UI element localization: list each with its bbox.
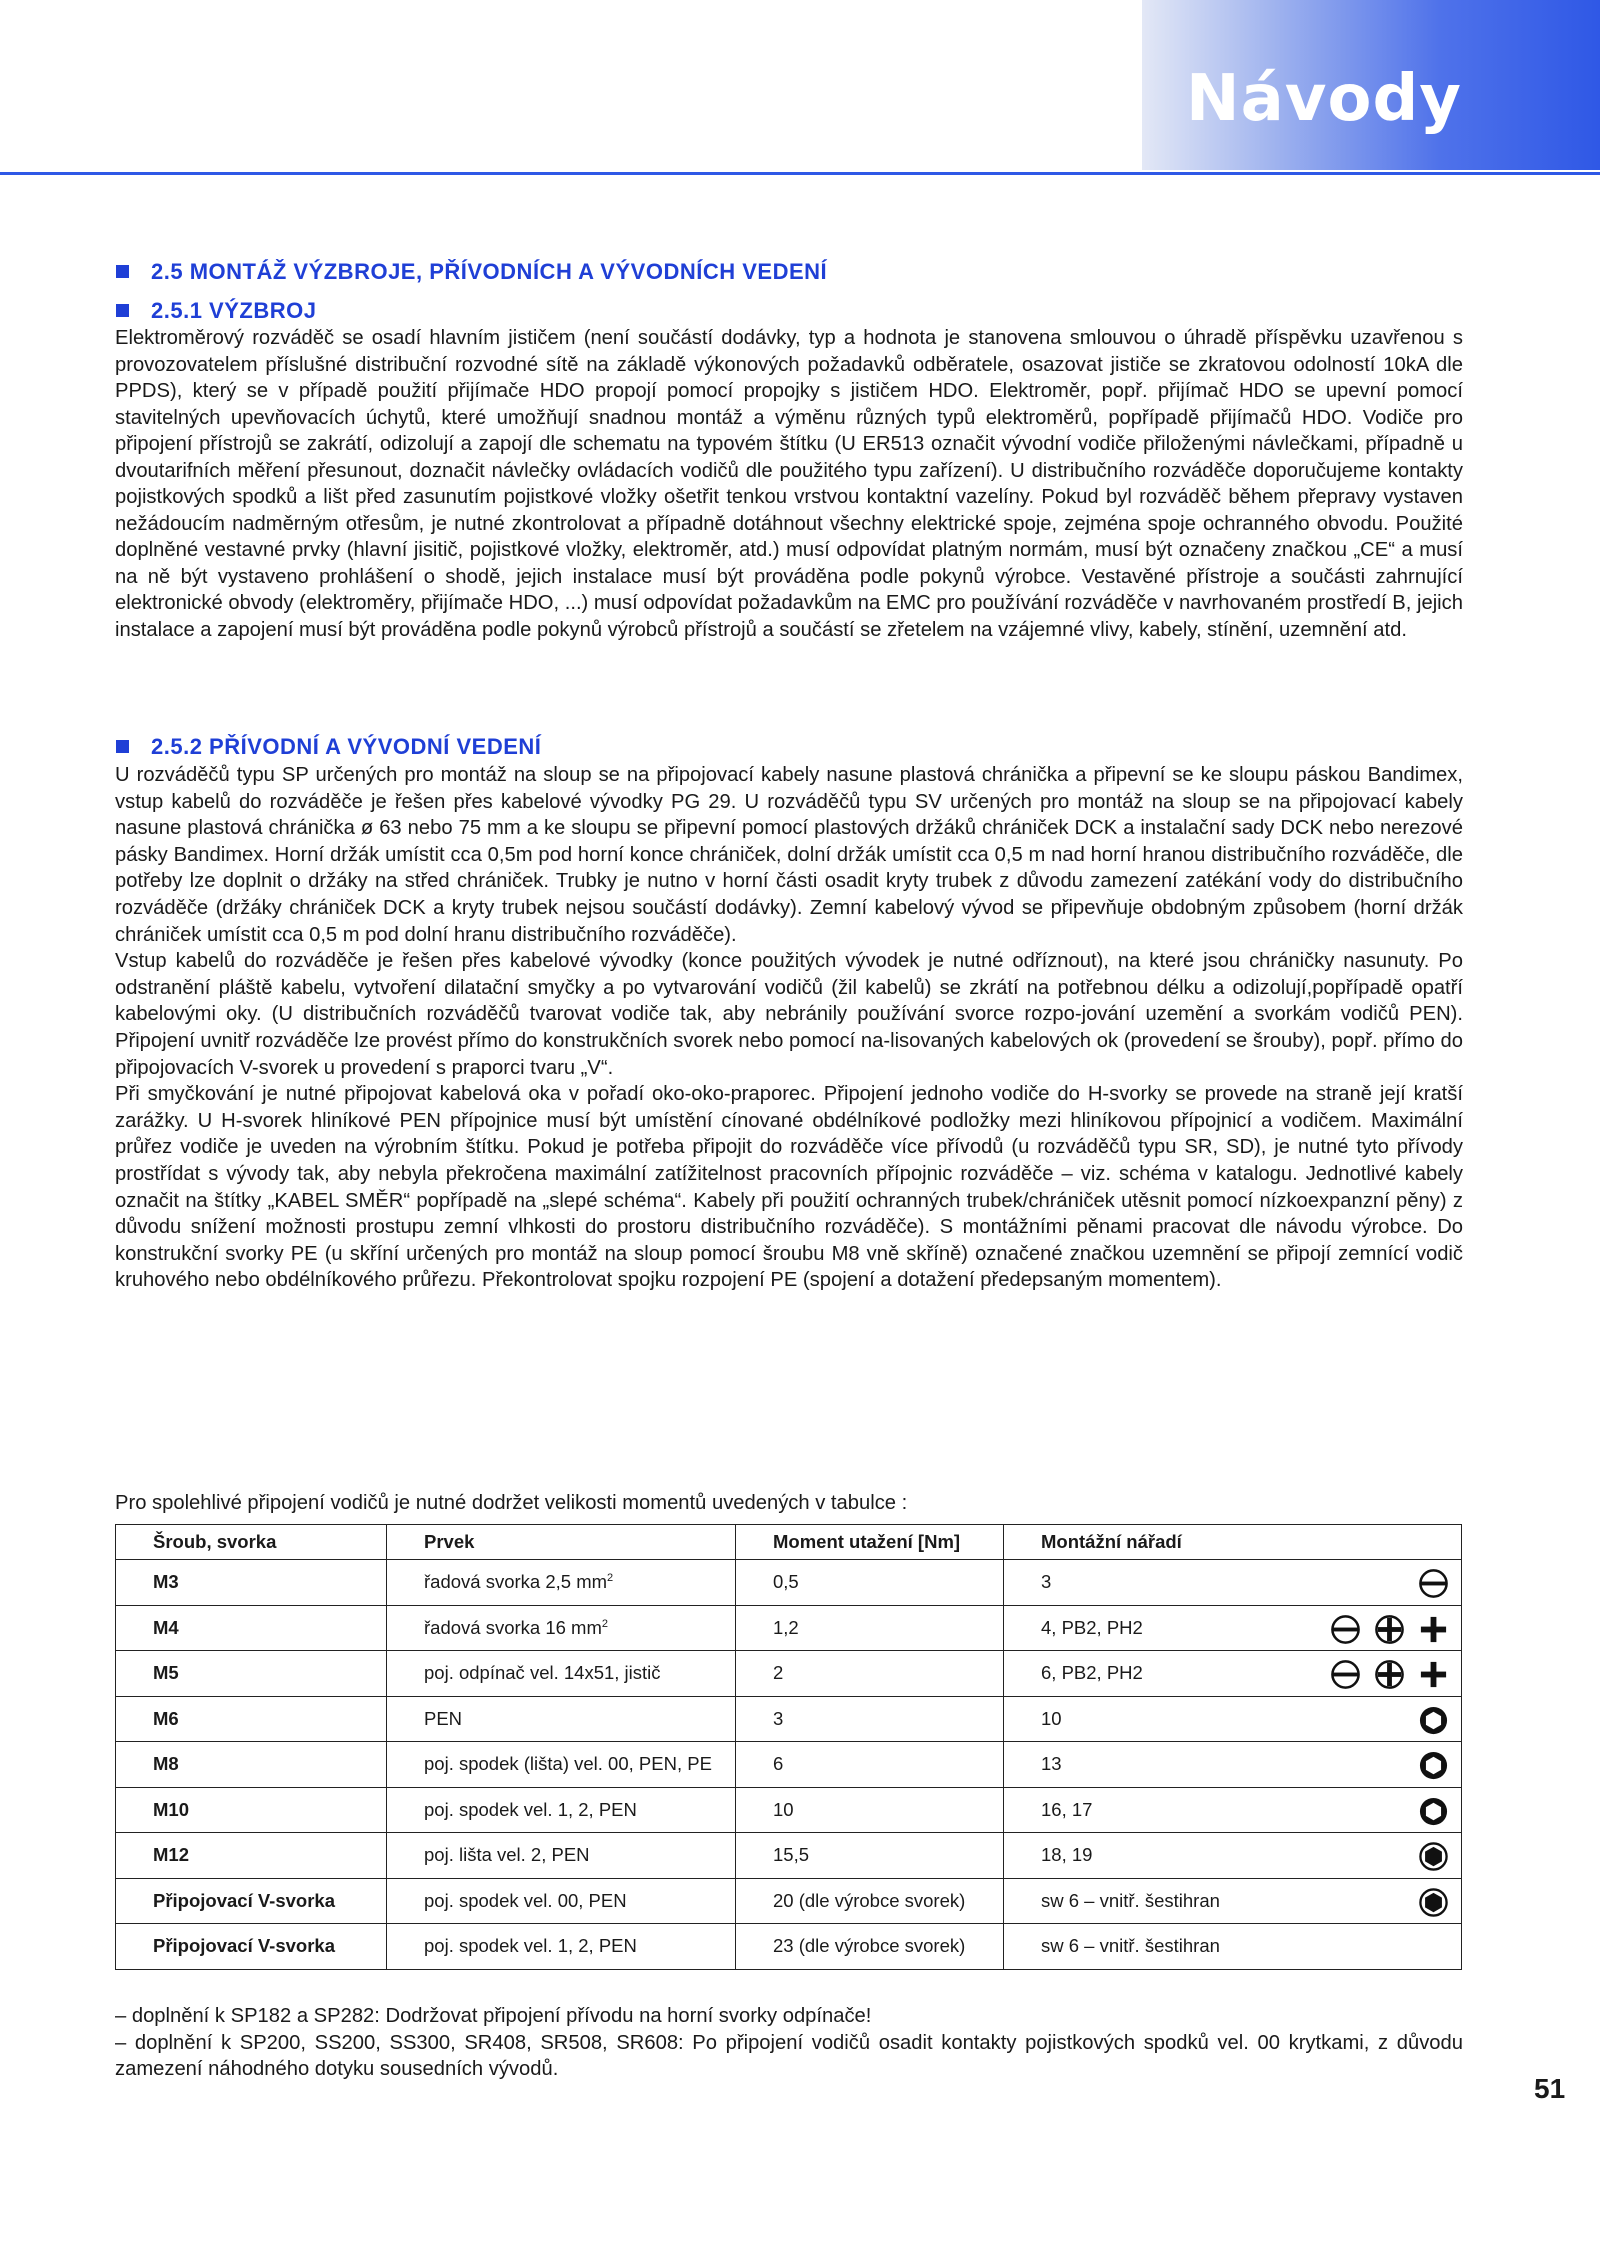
cell-element: poj. spodek vel. 1, 2, PEN (387, 1924, 736, 1970)
section-heading-2-5: 2.5 MONTÁŽ VÝZBROJE, PŘÍVODNÍCH A VÝVODNÍCH VEDENÍ (116, 259, 827, 285)
table-intro: Pro spolehlivé připojení vodičů je nutné dodržet velikosti momentů uvedených v tabulce : (115, 1492, 908, 1514)
tool-icons (1418, 1796, 1449, 1827)
cell-tool: 6, PB2, PH2 (1004, 1651, 1462, 1697)
table-row (116, 1878, 1462, 1924)
section-heading-2-5-1: 2.5.1 VÝZBROJ (116, 298, 316, 324)
privod-paragraph-1: U rozváděčů typu SP určených pro montáž na sloup se na připojovací kabely nasune plastová chránička a připevní se ke sloupu páskou Bandimex, vstup kabelů do rozváděče je řešen přes kabelové vývodky PG 29. U rozváděčů typu SV určených pro montáž na sloup se na připojovací kabely nasune plastová chránička ø 63 nebo 75 mm a ke sloupu se připevní pomocí plastových držáků chrániček DCK a instalační sady DCK nebo nerezové pásky Bandimex. Horní držák umístit cca 0,5m pod horní konce chrániček, dolní držák umístit cca 0,5 m nad horní hranou distribučního rozváděče, dle potřeby lze doplnit o držáky na střed chrániček. Trubky je nutno v horní části osadit kryty trubek z důvodu zamezení zatékání vody do distribučního rozváděče (držáky chrániček DCK a kryty trubek nejsou součástí dodávky). Zemní kabelový vývod se připevňuje obdobným způsobem (horní držák chrániček umístit cca 0,5 m pod dolní hranu distribučního rozváděče). (115, 764, 1463, 946)
tool-icons (1418, 1705, 1449, 1736)
cell-tool: sw 6 – vnitř. šestihran (1004, 1878, 1462, 1924)
table-row (116, 1560, 1462, 1606)
cell-tool: 10 (1004, 1696, 1462, 1742)
cell-element: poj. spodek vel. 00, PEN (387, 1878, 736, 1924)
cell-moment: 2 (736, 1651, 1004, 1697)
bullet-square-icon (116, 740, 129, 753)
cell-element: PEN (387, 1696, 736, 1742)
cell-moment: 6 (736, 1742, 1004, 1788)
hex-socket-icon (1418, 1750, 1449, 1781)
table-row (116, 1833, 1462, 1879)
cell-moment: 3 (736, 1696, 1004, 1742)
tool-icons (1418, 1841, 1449, 1872)
phillips-icon (1418, 1659, 1449, 1690)
flat-screwdriver-icon (1330, 1659, 1361, 1690)
cell-tool: 16, 17 (1004, 1787, 1462, 1833)
col-header: Montážní nářadí (1004, 1525, 1462, 1560)
cell-tool: sw 6 – vnitř. šestihran (1004, 1924, 1462, 1970)
torque-table (115, 1524, 1462, 1970)
cell-moment: 23 (dle výrobce svorek) (736, 1924, 1004, 1970)
cell-moment: 15,5 (736, 1833, 1004, 1879)
cell-screw: Připojovací V-svorka (116, 1878, 387, 1924)
privod-paragraph-2: Vstup kabelů do rozváděče je řešen přes kabelové vývodky (konce použitých vývodek je nutné odříznout), na které jsou chráničky nasunuty. Po odstranění pláště kabelu, vytvoření dilatační smyčky a po vytvarování vodičů (žil kabelů) se zkrátí na potřebnou délku a odizolují,popřípadě opatří kabelovými oky. (U distribučních rozváděčů tvarovat vodiče tak, aby nebránily používání svorce rozpo-jování uzemění a svorkám vodičů PEN). Připojení uvnitř rozváděče lze provést přímo do konstrukčních svorek nebo pomocí na-lisovaných kabelových ok (provedení se šrouby), popř. přímo do připojovacích V-svorek u provedení s praporci tvaru „V“. (115, 950, 1463, 1079)
cell-screw: M6 (116, 1696, 387, 1742)
table-row (116, 1742, 1462, 1788)
tool-icons (1418, 1568, 1449, 1599)
cell-screw: M5 (116, 1651, 387, 1697)
phillips-icon (1418, 1614, 1449, 1645)
bullet-square-icon (116, 304, 129, 317)
cell-moment: 20 (dle výrobce svorek) (736, 1878, 1004, 1924)
cell-tool: 3 (1004, 1560, 1462, 1606)
cell-screw: M12 (116, 1833, 387, 1879)
table-row (116, 1787, 1462, 1833)
flat-screwdriver-icon (1418, 1568, 1449, 1599)
table-row (116, 1605, 1462, 1651)
pozidriv-icon (1374, 1659, 1405, 1690)
flat-screwdriver-icon (1330, 1614, 1361, 1645)
note-2: – doplnění k SP200, SS200, SS300, SR408, SR508, SR608: Po připojení vodičů osadit kontakty pojistkových spodků vel. 00 krytkami, z důvodu zamezení náhodného dotyku sousedních vývodů. (115, 2031, 1463, 2080)
cell-element: řadová svorka 2,5 $mm^2$ (387, 1560, 736, 1606)
cell-tool: 13 (1004, 1742, 1462, 1788)
vyzbroj-paragraph: Elektroměrový rozváděč se osadí hlavním jističem (není součástí dodávky, typ a hodnota je stanovena smlouvou o úhradě příspěvku uzavřenou s provozovatelem příslušné distribuční rozvodné sítě na základě výkonových požadavků odběratele, osazovat jističe se zkratovou odolností 10kA dle PPDS), který se v případě použití přijímače HDO propojí pomocí propojky s jističem HDO. Elektroměr, popř. přijímač HDO se upevní pomocí stavitelných upevňovacích úchytů, které umožňují snadnou montáž a výměnu různých typů elektroměrů, popřípadě přijímačů HDO. Vodiče pro připojení přístrojů se zakrátí, odizolují a zapojí dle schematu na typovém štítku (U ER513 označit vývodní vodiče přiloženými návlečkami, případně u dvoutarifních měření přesunout, doznačit návlečky ovládacích vodičů dle použitého typu zařízení). U distribučního rozváděče doporučujeme kontakty pojistkových spodků a lišt před zasunutím pojistkové vložky ošetřit tenkou vrstvou kontaktní vazelíny. Pokud byl rozváděč během přepravy vystaven nežádoucím nadměrným otřesům, je nutné zkontrolovat a případně dotáhnout všechny elektrické spoje, zejména spoje ochranného obvodu. Použité doplněné vestavné prvky (hlavní jisitič, pojistkové vložky, elektroměr, atd.) musí odpovídat platným normám, musí být označeny značkou „CE“ a musí na ně být vystaveno prohlášení o shodě, jejich instalace musí být prováděna podle pokynů výrobce. Vestavěné přístroje a součásti zahrnující elektronické obvody (elektroměry, přijímače HDO, ...) musí odpovídat požadavkům na EMC pro používání rozváděče v navrhovaném prostředí B, jejich instalace a zapojení musí být prováděna podle pokynů výrobců přístrojů a součástí se zřetelem na vzájemné vlivy, kabely, stínění, uzemnění atd. (115, 327, 1463, 641)
tool-icons (1418, 1887, 1449, 1918)
hex-key-icon (1418, 1841, 1449, 1872)
cell-moment: 10 (736, 1787, 1004, 1833)
pozidriv-icon (1374, 1614, 1405, 1645)
col-header: Prvek (387, 1525, 736, 1560)
col-header: Šroub, svorka (116, 1525, 387, 1560)
privod-paragraphs (115, 762, 1463, 1294)
hex-socket-icon (1418, 1705, 1449, 1736)
cell-screw: M10 (116, 1787, 387, 1833)
bullet-square-icon (116, 265, 129, 278)
cell-element: poj. spodek (lišta) vel. 00, PEN, PE (387, 1742, 736, 1788)
section-heading-2-5-2: 2.5.2 PŘÍVODNÍ A VÝVODNÍ VEDENÍ (116, 734, 541, 760)
cell-moment: 1,2 (736, 1605, 1004, 1651)
col-header: Moment utažení [Nm] (736, 1525, 1004, 1560)
table-row (116, 1696, 1462, 1742)
cell-tool: 18, 19 (1004, 1833, 1462, 1879)
cell-screw: M3 (116, 1560, 387, 1606)
notes (115, 2003, 1463, 2083)
table-header-row (116, 1525, 1462, 1560)
cell-element: poj. spodek vel. 1, 2, PEN (387, 1787, 736, 1833)
table-row (116, 1651, 1462, 1697)
cell-screw: M4 (116, 1605, 387, 1651)
cell-element: poj. lišta vel. 2, PEN (387, 1833, 736, 1879)
cell-element: poj. odpínač vel. 14x51, jistič (387, 1651, 736, 1697)
tool-icons (1330, 1614, 1449, 1645)
page-title: Návody (1186, 62, 1462, 136)
note-1: – doplnění k SP182 a SP282: Dodržovat připojení přívodu na horní svorky odpínače! (115, 2005, 872, 2027)
header-rule (0, 172, 1600, 175)
tool-icons (1418, 1750, 1449, 1781)
cell-tool: 4, PB2, PH2 (1004, 1605, 1462, 1651)
privod-paragraph-3: Při smyčkování je nutné připojovat kabelová oka v pořadí oko-oko-praporec. Připojení jednoho vodiče do H-svorky se provede na straně její kratší zarážky. U H-svorek hliníkové PEN přípojnice musí být umístění cínované obdélníkové podložky mezi hliníkovou přípojnicí a vodičem. Maximální průřez vodiče je uveden na výrobním štítku. Pokud je potřeba připojit do rozváděče více přívodů (u rozváděčů typu SR, SD), je nutné tyto přívody prostřídat s vývody tak, aby nebyla překročena maximální zatížitelnost pracovních přípojnic rozváděče – viz. schéma v katalogu. Jednotlivé kabely označit na štítky „KABEL SMĚR“ popřípadě na „slepé schéma“. Kabely při použití ochranných trubek/chrániček utěsnit pomocí nízkoexpanzní pěny) z důvodu snížení možnosti prostupu zemní vlhkosti do prostoru distribučního rozváděče). S montážními pěnami pracovat dle návodu výrobce. Do konstrukční svorky PE (u skříní určených pro montáž na sloup pomocí šroubu M8 vně skříně) označené značkou uzemnění se připojí zemnící vodič kruhového nebo obdélníkového průřezu. Překontrolovat spojku rozpojení PE (spojení a dotažení předepsaným momentem). (115, 1083, 1463, 1292)
cell-screw: Připojovací V-svorka (116, 1924, 387, 1970)
tool-icons (1330, 1659, 1449, 1690)
table-row (116, 1924, 1462, 1970)
page-number: 51 (1534, 2073, 1566, 2104)
cell-moment: 0,5 (736, 1560, 1004, 1606)
hex-socket-icon (1418, 1796, 1449, 1827)
hex-key-icon (1418, 1887, 1449, 1918)
cell-element: řadová svorka 16 $mm^2$ (387, 1605, 736, 1651)
cell-screw: M8 (116, 1742, 387, 1788)
